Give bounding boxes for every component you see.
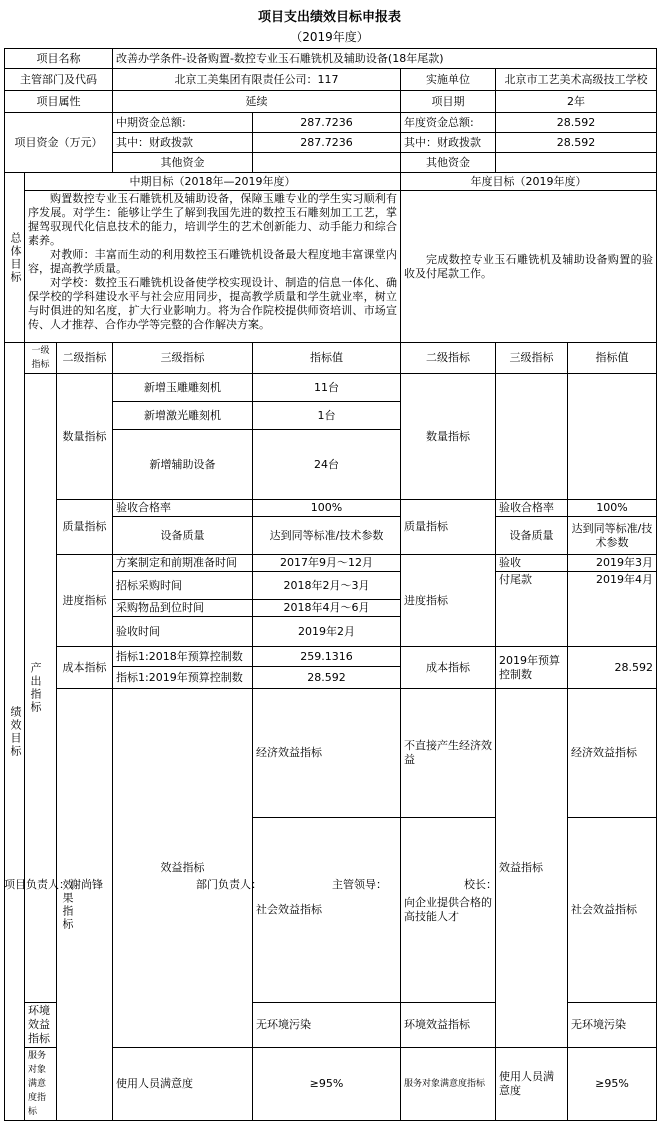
quality-label-right: 质量指标 — [401, 500, 496, 555]
level3-header: 三级指标 — [113, 343, 253, 374]
dept-value: 北京工美集团有限责任公司：117 — [113, 69, 401, 91]
attr-row — [5, 91, 657, 113]
cost-value: 259.1316 — [253, 647, 401, 667]
progress-name: 验收时间 — [113, 617, 253, 647]
mid-fiscal-value: 287.7236 — [253, 133, 401, 153]
satisfaction-name: 使用人员满意度 — [113, 1048, 253, 1121]
form-title: 项目支出绩效目标申报表 — [257, 10, 401, 25]
benefit-label-right: 效益指标 — [496, 689, 568, 1048]
satisfaction-value: ≥95% — [253, 1048, 401, 1121]
quality-name: 设备质量 — [113, 517, 253, 555]
goal-header-row — [5, 173, 657, 191]
year-fiscal-value: 28.592 — [496, 133, 657, 153]
goal-content-row — [5, 191, 657, 343]
quality-name-right: 设备质量 — [496, 517, 568, 555]
effect-label-text: 效果指标 — [61, 878, 74, 931]
level3-header-right: 三级指标 — [496, 343, 568, 374]
project-name-value: 改善办学条件-设备购置-数控专业玉石雕铣机及辅助设备(18年尾款) — [113, 49, 657, 69]
benefit-name-right: 经济效益指标 — [568, 689, 657, 818]
satisfaction-name-right: 使用人员满意度 — [496, 1048, 568, 1121]
quantity-value: 24台 — [253, 430, 401, 500]
progress-value: 2018年4月～6月 — [253, 600, 401, 617]
year-goal-content — [401, 191, 657, 343]
overall-goal-label — [5, 173, 25, 343]
dept-lead: 部门负责人： — [196, 878, 262, 891]
quality-value-right: 达到同等标准/技术参数 — [568, 517, 657, 555]
cost-value: 28.592 — [253, 667, 401, 689]
unit-label: 实施单位 — [401, 69, 496, 91]
cost-name-right: 2019年预算控制数 — [496, 647, 568, 689]
progress-row-1 — [5, 555, 657, 572]
funds-row-1 — [5, 113, 657, 133]
supervisor: 主管领导： — [332, 878, 387, 891]
output-label-text: 产出指标 — [29, 662, 42, 714]
progress-name-right: 验收 — [496, 555, 568, 572]
performance-table — [4, 48, 657, 1121]
progress-name: 方案制定和前期准备时间 — [113, 555, 253, 572]
indicator-header-row — [5, 343, 657, 374]
project-lead: 项目负责人：谢尚锋 — [4, 878, 103, 891]
benefit-value: 不直接产生经济效益 — [401, 689, 496, 818]
quantity-value: 1台 — [253, 402, 401, 430]
quality-label: 质量指标 — [57, 500, 113, 555]
period-value: 2年 — [496, 91, 657, 113]
principal: 校长： — [464, 878, 497, 891]
mid-total-value: 287.7236 — [253, 113, 401, 133]
progress-label: 进度指标 — [57, 555, 113, 647]
cost-row-1 — [5, 647, 657, 667]
cost-name: 指标1:2019年预算控制数 — [113, 667, 253, 689]
period-label: 项目期 — [401, 91, 496, 113]
funds-label: 项目资金（万元） — [5, 113, 113, 173]
benefit-name-right: 社会效益指标 — [568, 818, 657, 1003]
quantity-row-1 — [5, 374, 657, 402]
quantity-name: 新增玉雕雕刻机 — [113, 374, 253, 402]
quality-row-1 — [5, 500, 657, 517]
year-goal-text: 完成数控专业玉石雕铣机及辅助设备购置的验收及付尾款工作。 — [404, 252, 653, 280]
value-header-right: 指标值 — [568, 343, 657, 374]
year-total-label: 年度资金总额: — [401, 113, 496, 133]
cost-value-right: 28.592 — [568, 647, 657, 689]
mid-goal-header: 中期目标（2018年—2019年度） — [25, 173, 401, 191]
benefit-label: 效益指标 — [113, 689, 253, 1048]
overall-goal-label-text: 总体目标 — [9, 231, 22, 284]
project-name-label: 项目名称 — [5, 49, 113, 69]
cost-label: 成本指标 — [57, 647, 113, 689]
benefit-value: 向企业提供合格的高技能人才 — [401, 818, 496, 1003]
dept-label: 主管部门及代码 — [5, 69, 113, 91]
benefit-value: 无环境污染 — [253, 1003, 401, 1048]
progress-name: 招标采购时间 — [113, 572, 253, 600]
progress-value-right: 2019年4月 — [568, 572, 657, 647]
progress-name: 采购物品到位时间 — [113, 600, 253, 617]
quality-name: 验收合格率 — [113, 500, 253, 517]
quality-value: 100% — [253, 500, 401, 517]
year-goal-header: 年度目标（2019年度） — [401, 173, 657, 191]
output-label — [25, 374, 57, 1003]
attr-value: 延续 — [113, 91, 401, 113]
quantity-value-right — [568, 374, 657, 500]
perf-label-text: 绩效目标 — [9, 705, 22, 758]
progress-value: 2019年2月 — [253, 617, 401, 647]
satisfaction-label-right: 服务对象满意度指标 — [401, 1048, 496, 1121]
quantity-name: 新增辅助设备 — [113, 430, 253, 500]
quantity-label-right: 数量指标 — [401, 374, 496, 500]
mid-goal-paragraph: 购置数控专业玉石雕铣机及辅助设备，保障玉雕专业的学生实习顺利有序发展。对学生：能够让学生了解到我国先进的数控玉石雕刻加工工艺，掌握驾驭现代化信息技术的能力，培训学生的艺术创新能力、动手能力和综合素养。 — [28, 192, 397, 247]
progress-value: 2018年2月～3月 — [253, 572, 401, 600]
benefit-name: 社会效益指标 — [253, 818, 401, 1003]
progress-value-right: 2019年3月 — [568, 555, 657, 572]
form-year: （2019年度） — [290, 30, 369, 44]
other-funds-value — [253, 153, 401, 173]
progress-label-right: 进度指标 — [401, 555, 496, 647]
cost-name: 指标1:2018年预算控制数 — [113, 647, 253, 667]
level2-header-right: 二级指标 — [401, 343, 496, 374]
effect-label — [57, 689, 113, 1121]
mid-goal-paragraph: 对学校：数控玉石雕铣机设备使学校实现设计、制造的信息一体化、确保学校的学科建设水平与社会应用同步，提高教学质量和学生就业率，树立与时俱进的知名度，扩大行业影响力。将为合作院校提供师资培训、市场宣传、人才推荐、合作办学等完整的合作解决方案。 — [28, 276, 397, 331]
perf-label — [5, 343, 25, 1121]
value-header: 指标值 — [253, 343, 401, 374]
quantity-value: 11台 — [253, 374, 401, 402]
level1-header: 一级指标 — [25, 343, 57, 374]
mid-goal-paragraph: 对教师：丰富而生动的利用数控玉石雕铣机设备最大程度地丰富课堂内容，提高教学质量。 — [28, 248, 397, 275]
progress-value: 2017年9月～12月 — [253, 555, 401, 572]
project-name-row — [5, 49, 657, 69]
benefit-name-right: 环境效益指标 — [401, 1003, 496, 1048]
quantity-name-right — [496, 374, 568, 500]
quantity-label: 数量指标 — [57, 374, 113, 500]
dept-row — [5, 69, 657, 91]
attr-label: 项目属性 — [5, 91, 113, 113]
mid-goal-content — [25, 191, 401, 343]
benefit-name: 经济效益指标 — [253, 689, 401, 818]
year-fiscal-label: 其中：财政拨款 — [401, 133, 496, 153]
progress-name-right: 付尾款 — [496, 572, 568, 647]
year-total-value: 28.592 — [496, 113, 657, 133]
quality-name-right: 验收合格率 — [496, 500, 568, 517]
cost-label-right: 成本指标 — [401, 647, 496, 689]
satisfaction-label: 服务对象满意度指标 — [25, 1048, 57, 1121]
mid-goal-text — [28, 192, 397, 332]
other-funds-label: 其他资金 — [113, 153, 253, 173]
other-funds-value-right — [496, 153, 657, 173]
level2-header: 二级指标 — [57, 343, 113, 374]
mid-fiscal-label: 其中：财政拨款 — [113, 133, 253, 153]
unit-value: 北京市工艺美术高级技工学校 — [496, 69, 657, 91]
quality-value-right: 100% — [568, 500, 657, 517]
other-funds-label-right: 其他资金 — [401, 153, 496, 173]
satisfaction-value-right: ≥95% — [568, 1048, 657, 1121]
benefit-value-right: 无环境污染 — [568, 1003, 657, 1048]
quality-value: 达到同等标准/技术参数 — [253, 517, 401, 555]
mid-total-label: 中期资金总额: — [113, 113, 253, 133]
quantity-name: 新增激光雕刻机 — [113, 402, 253, 430]
benefit-name: 环境效益指标 — [25, 1003, 57, 1048]
benefit-row-1 — [5, 689, 657, 818]
